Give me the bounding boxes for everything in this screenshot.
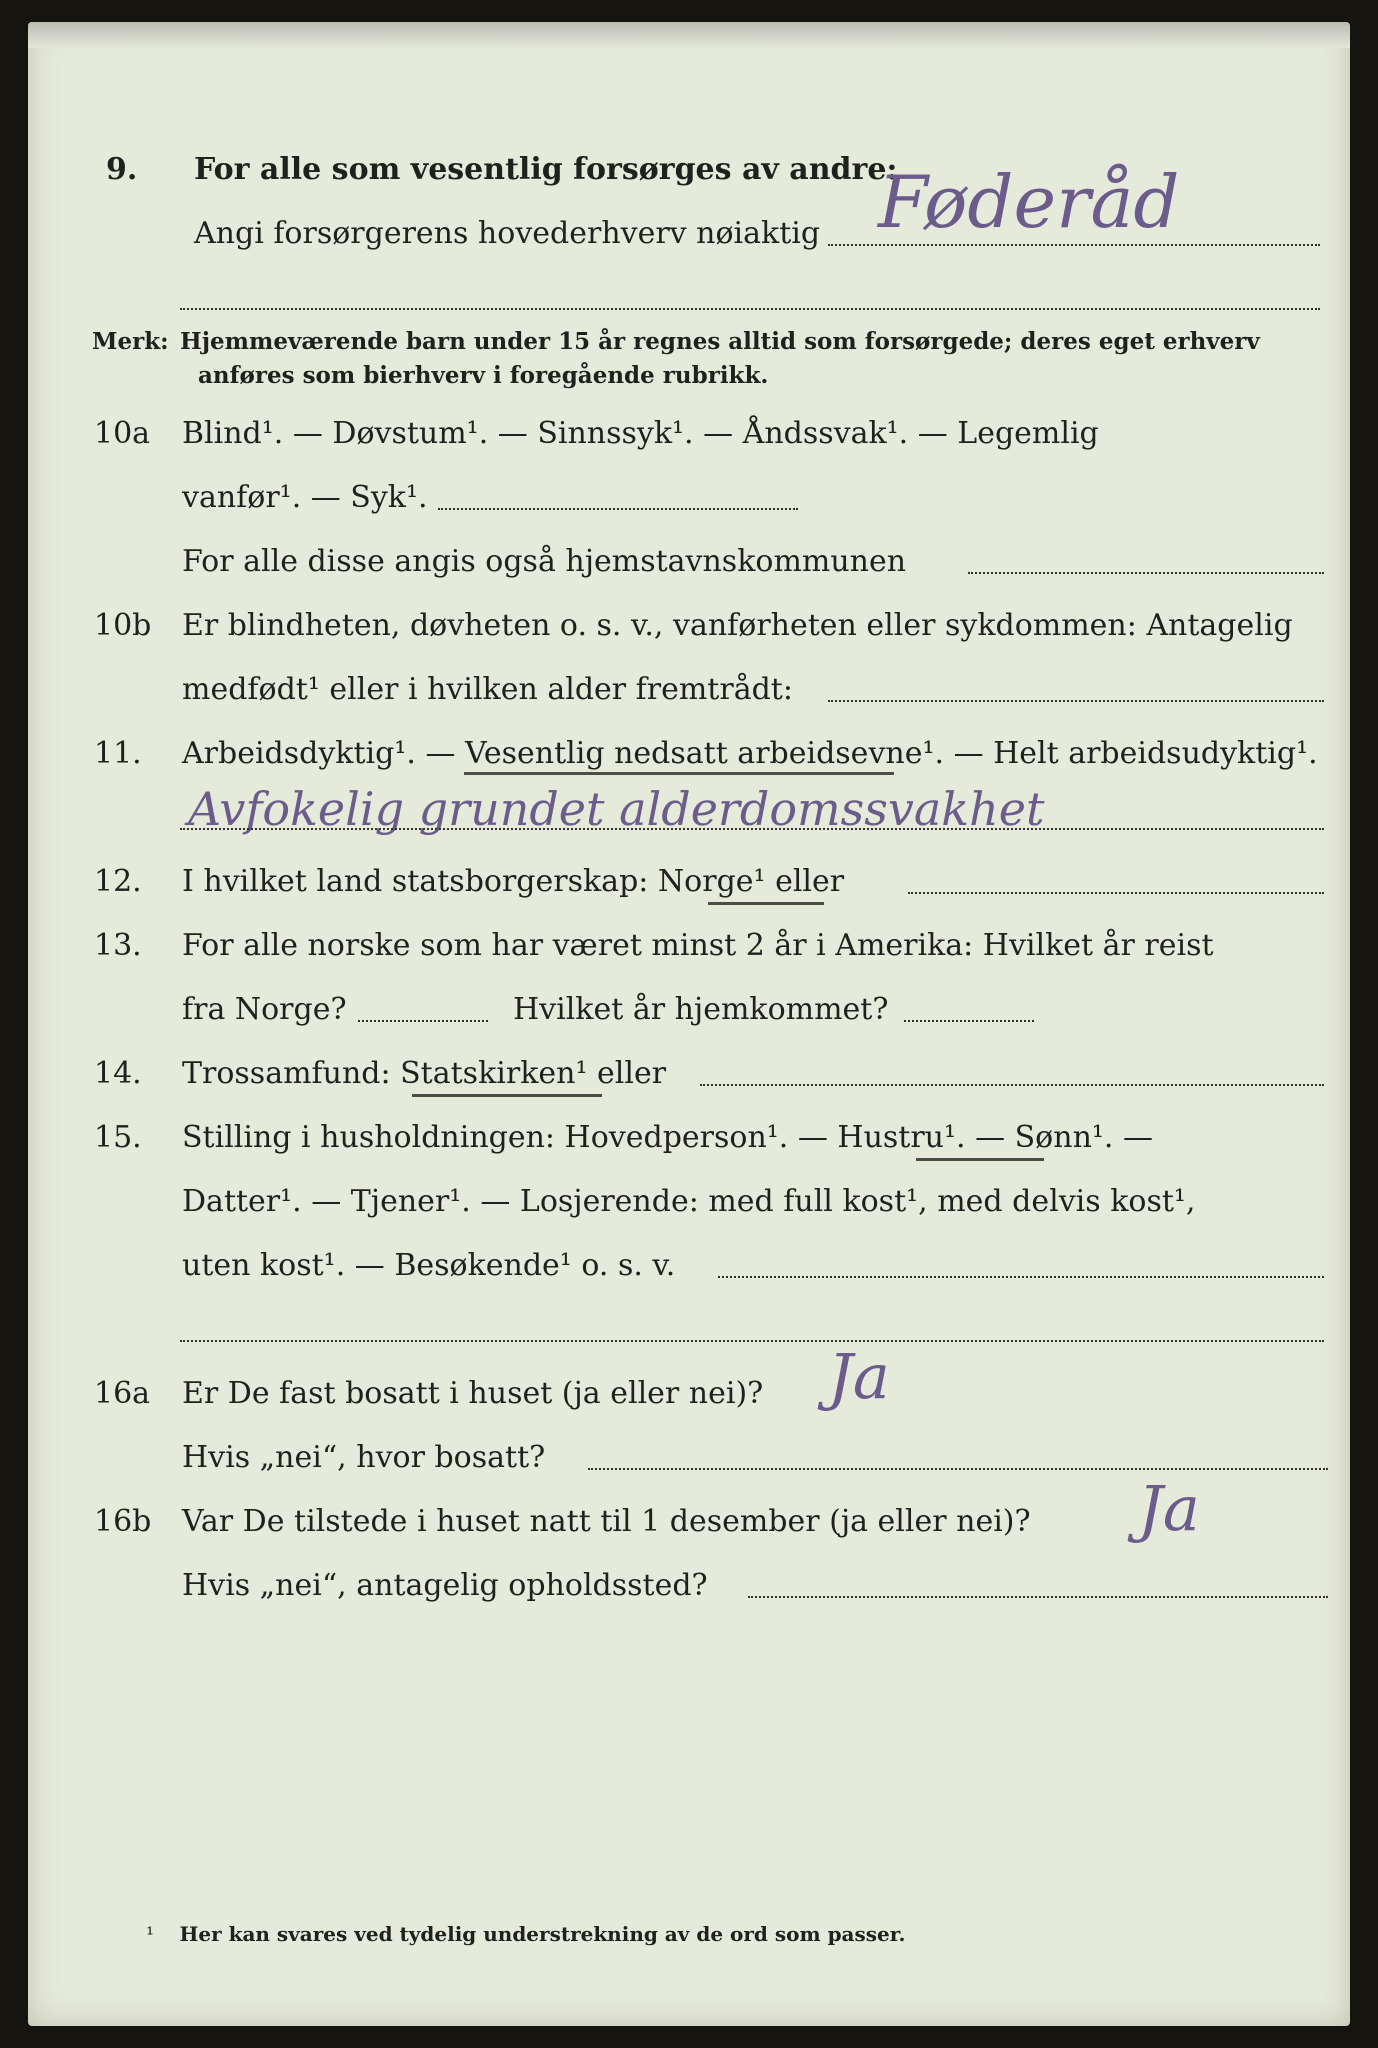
q15-underline-mark	[916, 1158, 1044, 1161]
q16a-handwritten-answer: Ja	[828, 1340, 890, 1413]
merk-text2: anføres som bierhverv i foregående rubrikk.	[198, 362, 769, 389]
q10a-line2	[182, 478, 428, 518]
q16b-answer-line	[748, 1596, 1328, 1598]
q16a-number: 16a	[94, 1376, 151, 1411]
q12-underline-mark	[708, 902, 824, 905]
q16a-line1	[94, 1374, 763, 1414]
q10a-question: Blind¹. — Døvstum¹. — Sinnssyk¹. — Åndssvak¹. — Legemlig	[182, 416, 1099, 451]
q16b-question: Var De tilstede i huset natt til 1 desember (ja eller nei)?	[182, 1504, 1031, 1539]
q9-subquestion: Angi forsørgerens hovederhverv nøiaktig	[194, 216, 821, 251]
q9-extra-line	[180, 308, 1320, 310]
q14-question: Trossamfund: Statskirken¹ eller	[182, 1056, 667, 1091]
q10a-hometown-question: For alle disse angis også hjemstavnskommunen	[182, 544, 907, 579]
q10b-line2	[182, 670, 793, 710]
q12-answer-line	[908, 892, 1324, 894]
footnote-text: Her kan svares ved tydelig understrekning av de ord som passer.	[179, 1922, 906, 1946]
q10b-line1	[94, 606, 1293, 646]
census-form-page	[28, 22, 1350, 2026]
q14-number: 14.	[94, 1056, 142, 1091]
scan-edge	[28, 22, 1350, 48]
merk-text1: Hjemmeværende barn under 15 år regnes alltid som forsørgede; deres eget erhverv	[180, 328, 1260, 355]
q16b-handwritten-answer: Ja	[1138, 1472, 1200, 1545]
q13-line2a	[182, 990, 347, 1030]
q16a-line2	[182, 1438, 545, 1478]
q14-line1	[94, 1054, 666, 1094]
q15-line3	[182, 1246, 675, 1286]
q9-question: For alle som vesentlig forsørges av andre:	[194, 152, 898, 187]
q15-answer-line	[718, 1276, 1324, 1278]
q16b-number: 16b	[94, 1504, 152, 1539]
q9-number: 9.	[106, 152, 138, 187]
q11-number: 11.	[94, 736, 142, 771]
q14-answer-line	[700, 1084, 1324, 1086]
q10a-number: 10a	[94, 416, 151, 451]
q13-line1	[94, 926, 1214, 966]
q10b-number: 10b	[94, 608, 152, 643]
q13-return-line	[904, 1020, 1034, 1022]
q10b-question: Er blindheten, døvheten o. s. v., vanførheten eller sykdommen: Antagelig	[182, 608, 1293, 643]
q9-line1	[106, 150, 897, 190]
q9-answer-line	[828, 244, 1320, 246]
q15-line1	[94, 1118, 1153, 1158]
q13-departure-line	[358, 1020, 488, 1022]
q10a-answer-line	[438, 508, 798, 510]
q10b-subquestion: medfødt¹ eller i hvilken alder fremtrådt:	[182, 672, 793, 707]
footnote-mark: ¹	[146, 1922, 155, 1946]
q16a-answer-line	[588, 1468, 1328, 1470]
q15-question: Stilling i husholdningen: Hovedperson¹. — Hustru¹. — Sønn¹. —	[182, 1120, 1153, 1155]
q12-question: I hvilket land statsborgerskap: Norge¹ eller	[182, 864, 845, 899]
q15-extra-line	[180, 1340, 1324, 1342]
q11-underline-mark	[464, 772, 894, 775]
q9-line2	[194, 214, 820, 254]
q16a-question: Er De fast bosatt i huset (ja eller nei)?	[182, 1376, 764, 1411]
q16b-line2	[182, 1566, 708, 1606]
q10a-hometown-line	[968, 572, 1324, 574]
merk-label: Merk:	[92, 328, 169, 355]
q13-number: 13.	[94, 928, 142, 963]
q10b-answer-line	[828, 700, 1324, 702]
q11-question: Arbeidsdyktig¹. — Vesentlig nedsatt arbeidsevne¹. — Helt arbeidsudyktig¹.	[182, 736, 1318, 771]
q11-line1	[94, 734, 1318, 774]
q11-handwritten-answer: Avfokelig grundet alderdomssvakhet	[188, 782, 1045, 836]
q12-number: 12.	[94, 864, 142, 899]
q12-line1	[94, 862, 844, 902]
q10a-subquestion: vanfør¹. — Syk¹.	[182, 480, 428, 515]
q13-question: For alle norske som har været minst 2 år i Amerika: Hvilket år reist	[182, 928, 1214, 963]
footnote	[146, 1922, 905, 1946]
q10a-line1	[94, 414, 1099, 454]
q15-options3: uten kost¹. — Besøkende¹ o. s. v.	[182, 1248, 676, 1283]
q9-handwritten-answer: Føderåd	[878, 160, 1180, 244]
q15-number: 15.	[94, 1120, 142, 1155]
q16a-subquestion: Hvis „nei“, hvor bosatt?	[182, 1440, 546, 1475]
q10a-line3	[182, 542, 906, 582]
q16b-line1	[94, 1502, 1031, 1542]
q16b-subquestion: Hvis „nei“, antagelig opholdssted?	[182, 1568, 708, 1603]
q13-return-question: Hvilket år hjemkommet?	[513, 992, 889, 1027]
q13-line2b	[513, 990, 888, 1030]
q14-underline-mark	[412, 1094, 602, 1097]
q11-answer-line	[180, 828, 1324, 830]
q15-line2	[182, 1182, 1195, 1222]
q13-departure-question: fra Norge?	[182, 992, 347, 1027]
q15-options2: Datter¹. — Tjener¹. — Losjerende: med full kost¹, med delvis kost¹,	[182, 1184, 1196, 1219]
merk-line2	[198, 356, 768, 396]
